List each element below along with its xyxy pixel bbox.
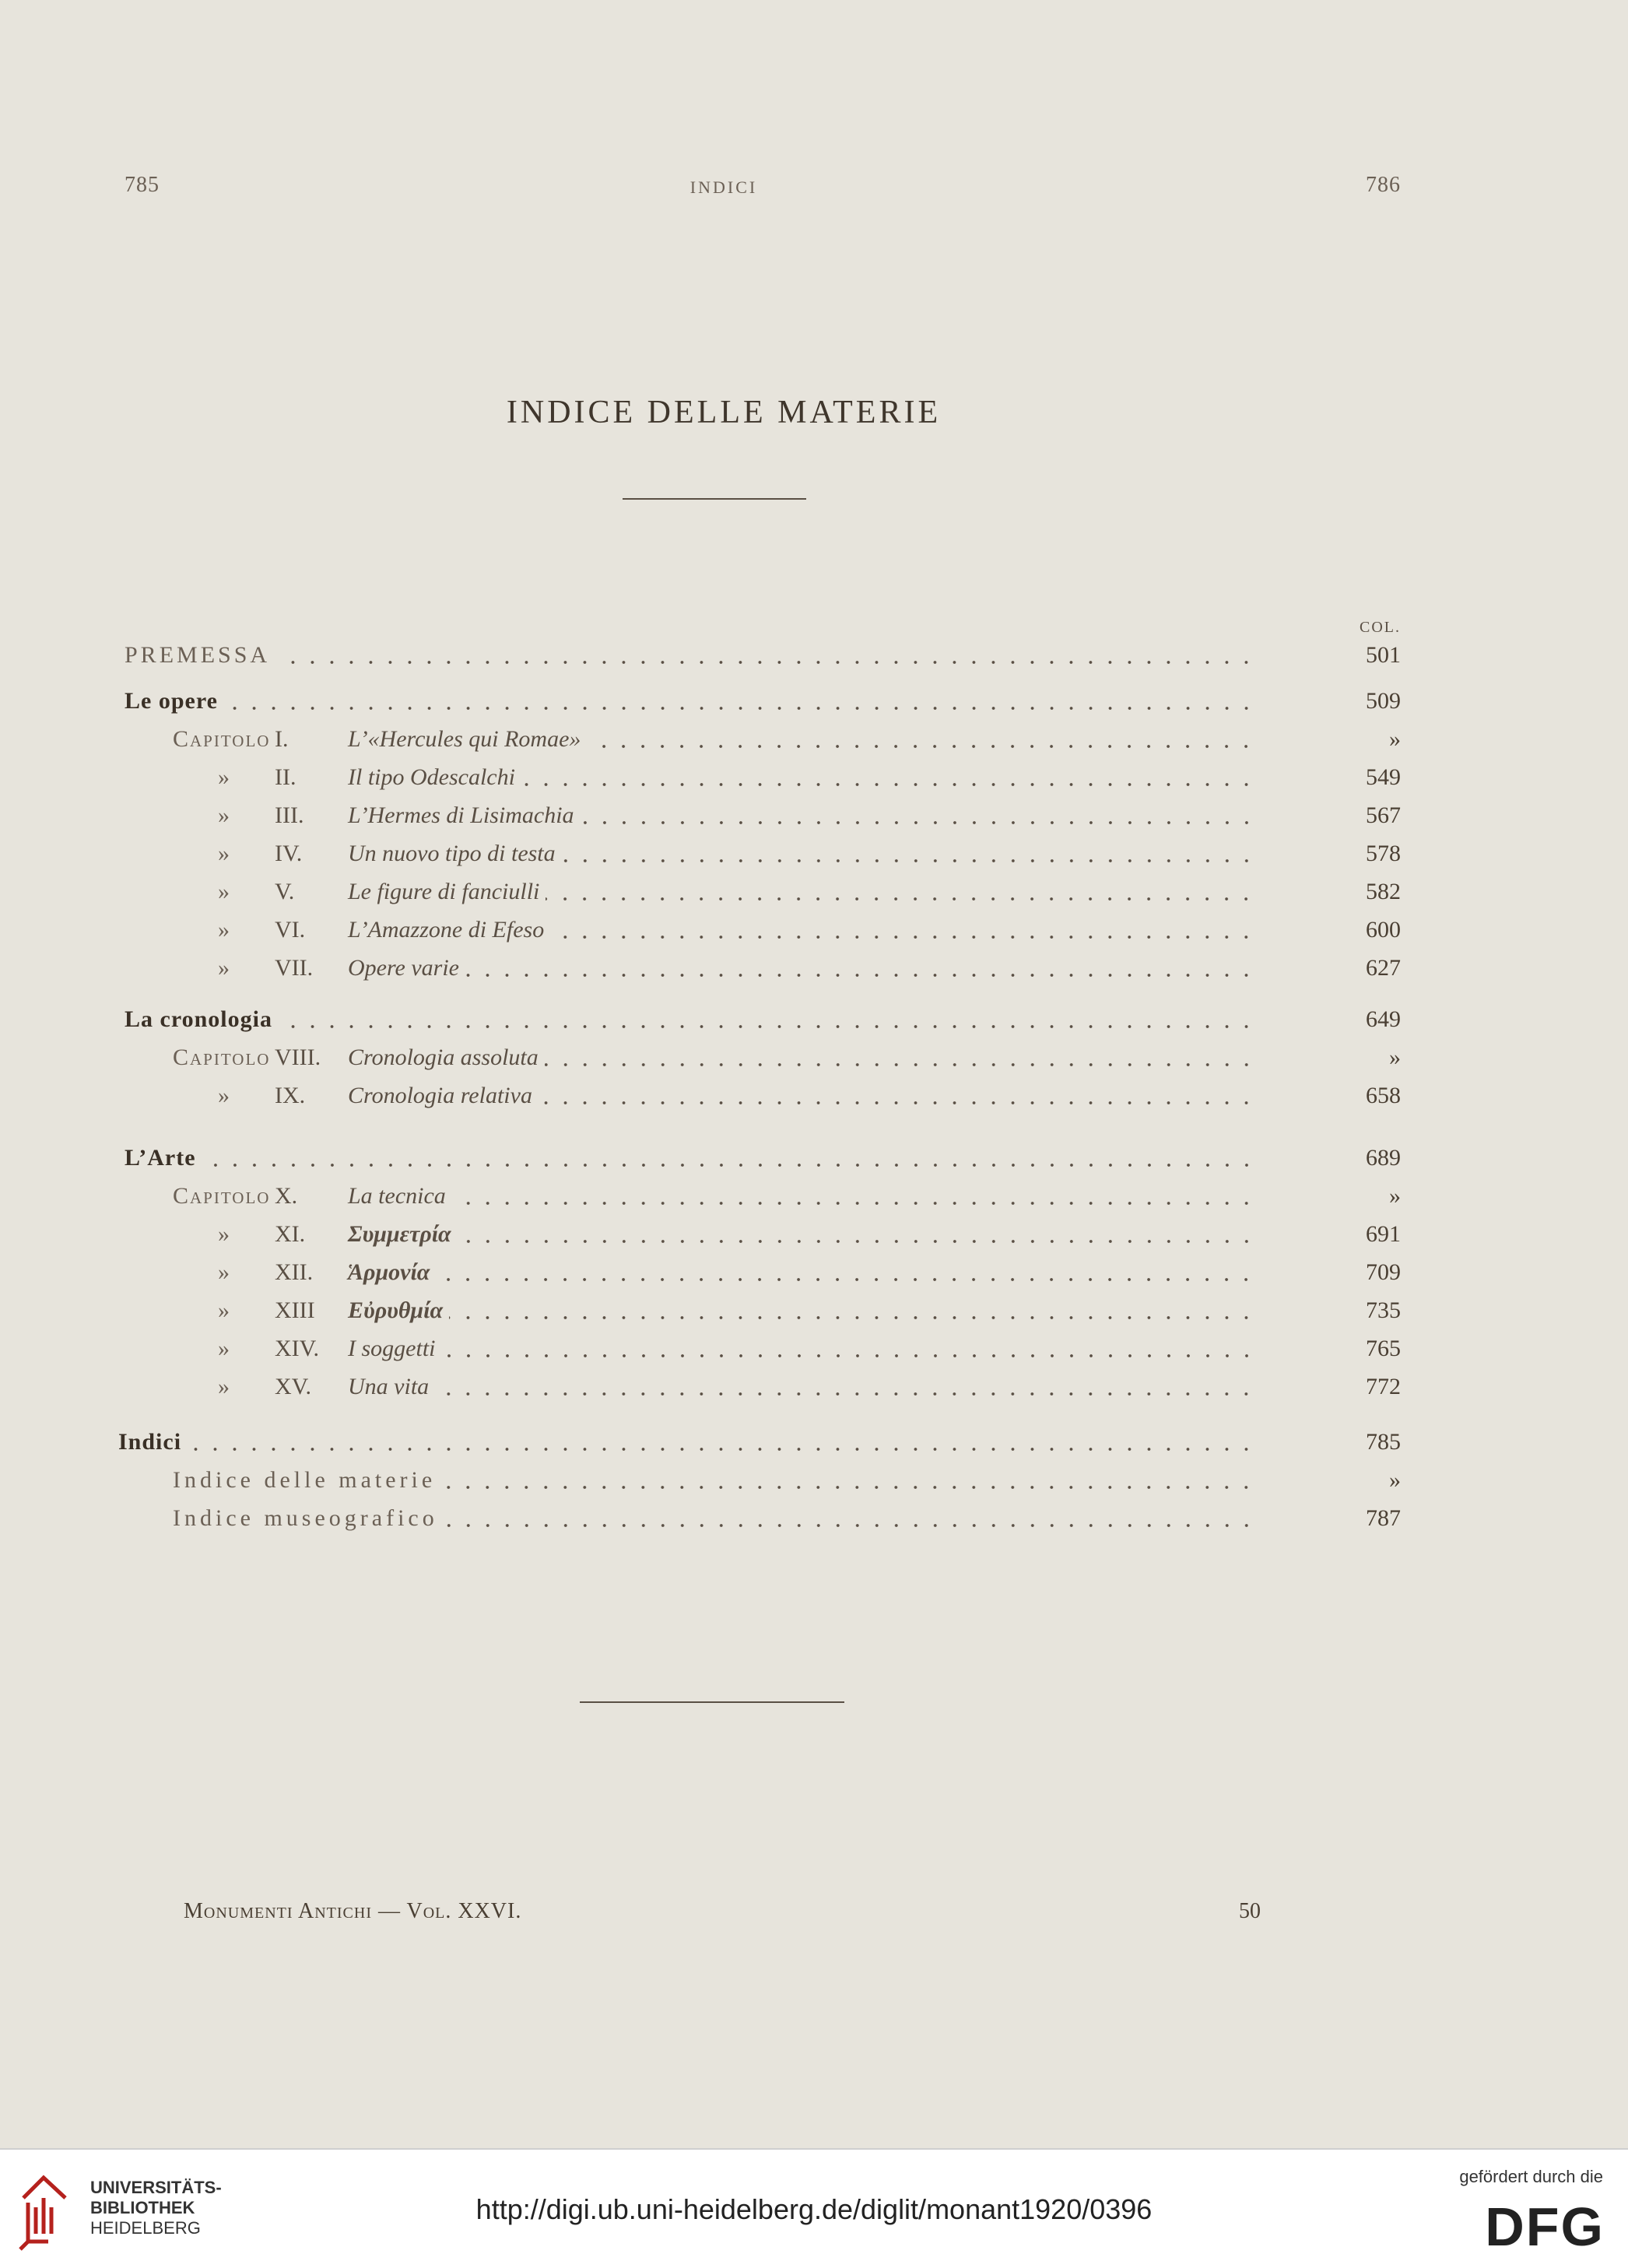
leader-dots: [442, 1354, 1257, 1357]
chapter-number: III.: [275, 802, 304, 828]
entry-label: Le figure di fanciulli: [348, 879, 544, 905]
entry-page: 509: [1366, 688, 1401, 714]
entry-label: L’«Hercules qui Romae»: [348, 726, 585, 753]
leader-dots: [188, 1448, 1256, 1451]
entry-label: I soggetti: [348, 1336, 440, 1362]
entry-label: L’Hermes di Lisimachia: [348, 802, 579, 829]
entry-page: »: [1389, 1467, 1401, 1493]
library-name-line3: HEIDELBERG: [90, 2218, 201, 2238]
leader-dots: [587, 745, 1256, 748]
entry-page: 649: [1366, 1006, 1401, 1032]
leader-dots: [449, 1316, 1256, 1319]
entry-page: »: [1389, 1044, 1401, 1070]
toc-chapter: [0, 1221, 1628, 1252]
title-rule: [623, 498, 806, 500]
leader-dots: [521, 783, 1256, 786]
entry-label: PREMESSA: [125, 642, 275, 669]
chapter-ditto: »: [218, 1374, 231, 1399]
toc-section: [0, 1145, 1628, 1176]
permalink-url[interactable]: http://digi.ub.uni-heidelberg.de/diglit/monant1920/0396: [475, 2193, 1153, 2225]
leader-dots: [465, 974, 1256, 977]
funded-by-label: gefördert durch die: [1459, 2167, 1603, 2186]
leader-dots: [458, 1240, 1256, 1243]
entry-label: La cronologia: [125, 1006, 277, 1033]
entry-page: 578: [1366, 841, 1401, 866]
toc-chapter: [0, 1259, 1628, 1290]
entry-page: »: [1389, 1183, 1401, 1209]
running-head-left: 785: [125, 173, 160, 197]
toc-chapter: [0, 1297, 1628, 1329]
page-title: INDICE DELLE MATERIE: [506, 395, 942, 430]
leader-dots: [435, 1392, 1256, 1396]
entry-page: 765: [1366, 1336, 1401, 1361]
chapter-ditto: »: [218, 917, 231, 943]
entry-label: Un nuovo tipo di testa: [348, 841, 560, 867]
entry-page: 735: [1366, 1297, 1401, 1323]
entry-label: L’Arte: [125, 1145, 201, 1171]
toc-chapter: [0, 917, 1628, 948]
leader-dots: [436, 1278, 1256, 1281]
entry-label: Ἁρμονία: [348, 1259, 434, 1286]
chapter-number: II.: [275, 764, 296, 790]
chapter-ditto: »: [218, 1297, 231, 1323]
entry-label: Cronologia assoluta: [348, 1044, 543, 1071]
entry-label: Indice museografico: [173, 1505, 443, 1532]
library-name-line1: UNIVERSITÄTS-: [90, 2178, 222, 2197]
chapter-number: VI.: [275, 917, 306, 943]
library-name-line2: BIBLIOTHEK: [90, 2198, 195, 2217]
leader-dots: [562, 859, 1256, 862]
entry-page: 501: [1366, 642, 1401, 668]
dfg-logo: DFG: [1485, 2196, 1605, 2257]
toc-chapter: [0, 1083, 1628, 1114]
chapter-number: V.: [275, 879, 295, 904]
entry-page: 658: [1366, 1083, 1401, 1108]
leader-dots: [444, 1524, 1256, 1527]
column-label: COL.: [1360, 619, 1401, 636]
toc-entry: [0, 642, 1628, 673]
toc-chapter: [0, 879, 1628, 910]
chapter-ditto: »: [218, 764, 231, 790]
chapter-ditto: »: [218, 1259, 231, 1285]
chapter-ditto: »: [218, 802, 231, 828]
leader-dots: [279, 1025, 1256, 1028]
entry-label: Indice delle materie: [173, 1467, 440, 1494]
leader-dots: [442, 1486, 1256, 1489]
chapter-ditto: »: [218, 1336, 231, 1361]
leader-dots: [550, 936, 1256, 939]
chapter-word: Capitolo: [173, 1183, 271, 1209]
chapter-number: XI.: [275, 1221, 306, 1247]
entry-page: 709: [1366, 1259, 1401, 1285]
entry-label: Una vita: [348, 1374, 433, 1400]
leader-dots: [539, 1101, 1256, 1104]
entry-label: Il tipo Odescalchi: [348, 764, 520, 791]
library-banner: [0, 2148, 1628, 2268]
entry-page: 785: [1366, 1429, 1401, 1455]
entry-page: 567: [1366, 802, 1401, 828]
entry-page: 772: [1366, 1374, 1401, 1399]
toc-subentry: [0, 1505, 1628, 1536]
entry-page: 549: [1366, 764, 1401, 790]
toc-chapter: [0, 1336, 1628, 1367]
leader-dots: [276, 661, 1256, 664]
entry-page: 582: [1366, 879, 1401, 904]
closing-rule: [580, 1701, 844, 1703]
toc-chapter: [0, 1044, 1628, 1076]
leader-dots: [202, 1164, 1256, 1167]
entry-label: Συμμετρία: [348, 1221, 456, 1248]
leader-dots: [546, 897, 1256, 901]
chapter-word: Capitolo: [173, 1044, 271, 1070]
entry-label: Cronologia relativa: [348, 1083, 537, 1109]
toc-section: [0, 1006, 1628, 1037]
chapter-number: VII.: [275, 955, 314, 981]
chapter-number: X.: [275, 1183, 298, 1209]
toc-section: [0, 1429, 1628, 1460]
entry-label: Opere varie: [348, 955, 464, 981]
chapter-number: VIII.: [275, 1044, 321, 1070]
chapter-number: XII.: [275, 1259, 314, 1285]
chapter-number: XV.: [275, 1374, 311, 1399]
chapter-number: I.: [275, 726, 289, 752]
toc-chapter: [0, 802, 1628, 834]
running-head-center: INDICI: [689, 177, 758, 197]
entry-page: 689: [1366, 1145, 1401, 1171]
toc-chapter: [0, 1183, 1628, 1214]
entry-page: »: [1389, 726, 1401, 752]
entry-label: Le opere: [125, 688, 223, 714]
toc-chapter: [0, 764, 1628, 795]
toc-chapter: [0, 726, 1628, 757]
toc-section: [0, 688, 1628, 719]
chapter-word: Capitolo: [173, 726, 271, 752]
entry-page: 600: [1366, 917, 1401, 943]
chapter-number: IX.: [275, 1083, 306, 1108]
toc-chapter: [0, 955, 1628, 986]
chapter-ditto: »: [218, 955, 231, 981]
leader-dots: [452, 1202, 1256, 1205]
entry-label: Indici: [118, 1429, 186, 1455]
leader-dots: [545, 1063, 1256, 1066]
entry-page: 627: [1366, 955, 1401, 981]
chapter-ditto: »: [218, 879, 231, 904]
chapter-ditto: »: [218, 841, 231, 866]
series-title: Monumenti Antichi — Vol. XXVI.: [184, 1899, 522, 1923]
chapter-ditto: »: [218, 1083, 231, 1108]
entry-label: Εὐρυθμία: [348, 1297, 447, 1324]
chapter-ditto: »: [218, 1221, 231, 1247]
toc-subentry: [0, 1467, 1628, 1498]
entry-label: L’Amazzone di Efeso: [348, 917, 549, 943]
running-head-right: 786: [1366, 173, 1401, 197]
series-footer: [184, 1899, 521, 1924]
entry-page: 787: [1366, 1505, 1401, 1531]
signature-folio: 50: [1239, 1899, 1261, 1923]
leader-dots: [581, 821, 1256, 824]
chapter-number: IV.: [275, 841, 303, 866]
chapter-number: XIV.: [275, 1336, 319, 1361]
toc-chapter: [0, 1374, 1628, 1405]
chapter-number: XIII: [275, 1297, 315, 1323]
leader-dots: [224, 707, 1256, 710]
entry-label: La tecnica: [348, 1183, 451, 1209]
entry-page: 691: [1366, 1221, 1401, 1247]
toc-chapter: [0, 841, 1628, 872]
